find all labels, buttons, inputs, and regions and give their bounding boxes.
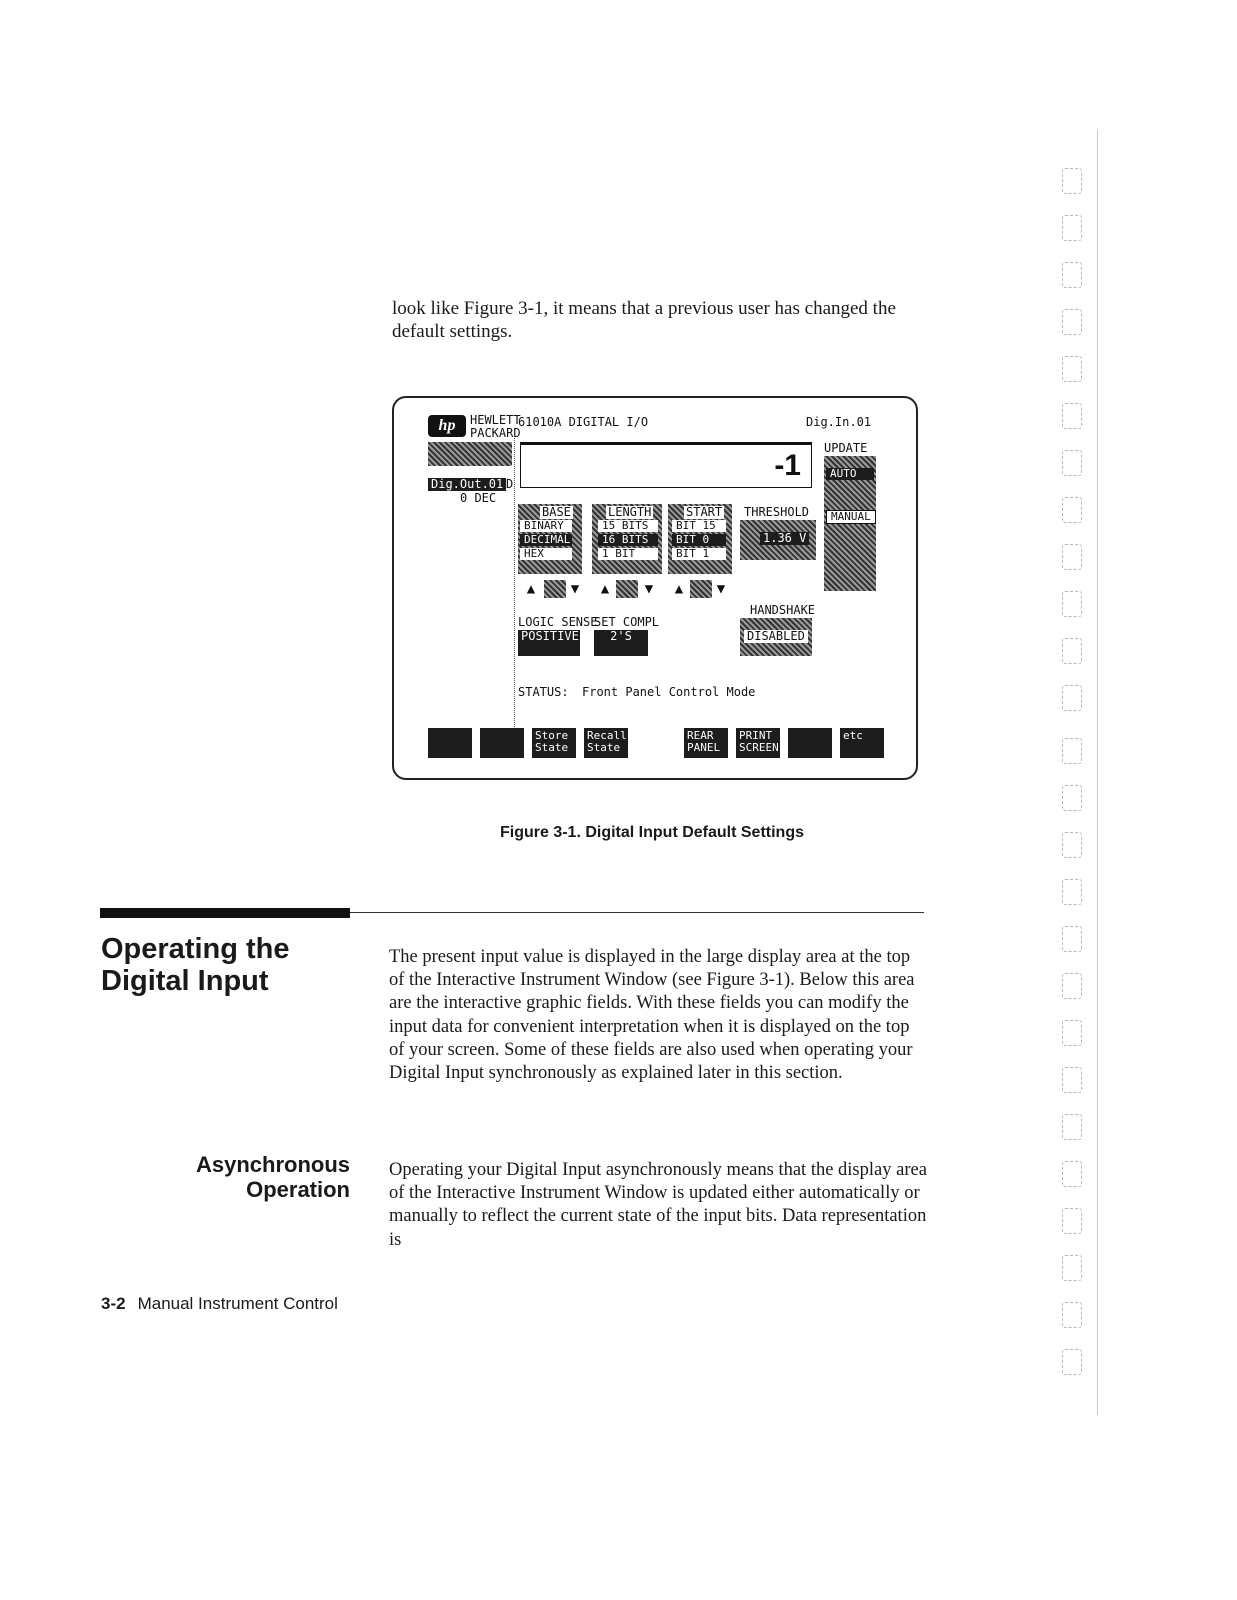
- softkey-line-2: State: [587, 741, 621, 754]
- set-compl-title: SET COMPL: [594, 615, 660, 629]
- length-option-16bits[interactable]: 16 BITS: [598, 534, 658, 546]
- length-down-arrow-icon[interactable]: ▼: [644, 581, 654, 597]
- update-title: UPDATE: [824, 441, 868, 455]
- softkey-line-2: State: [535, 741, 569, 754]
- softkey-7[interactable]: [788, 728, 832, 758]
- binding-hole: [1062, 832, 1082, 858]
- binding-hole: [1062, 1067, 1082, 1093]
- subsection-paragraph: Operating your Digital Input asynchronously means that the display area of the Interactive Instrument Window is updated either automatically or manually to reflect the current state of the input bits. Data representation is: [389, 1160, 927, 1250]
- section-rule-thin: [350, 912, 924, 913]
- display-value: -1: [774, 449, 801, 482]
- softkey-line-1: REAR: [687, 729, 714, 742]
- softkey-line-1: Store: [535, 729, 569, 742]
- update-option-auto[interactable]: AUTO: [826, 468, 874, 480]
- base-title: BASE: [542, 505, 571, 519]
- binding-hole: [1062, 356, 1082, 382]
- instrument-id: Dig.In.01: [806, 415, 872, 429]
- softkey-line-2: SCREEN: [739, 741, 779, 754]
- start-down-arrow-icon[interactable]: ▼: [716, 581, 726, 597]
- softkey-line-1: Recall: [587, 729, 627, 742]
- instrument-title: 61010A DIGITAL I/O: [518, 415, 649, 429]
- etc-softkey[interactable]: [840, 728, 884, 758]
- softkey-2[interactable]: [480, 728, 524, 758]
- binding-hole: [1062, 1208, 1082, 1234]
- section-rule-thick: [100, 908, 350, 918]
- binding-hole: [1062, 685, 1082, 711]
- binding-hole: [1062, 262, 1082, 288]
- base-down-arrow-icon[interactable]: ▼: [570, 581, 580, 597]
- binding-hole: [1062, 1349, 1082, 1375]
- update-option-manual[interactable]: MANUAL: [826, 510, 876, 524]
- binding-hole: [1062, 403, 1082, 429]
- arrow-separator: [616, 580, 638, 598]
- binding-hole: [1062, 879, 1082, 905]
- left-tag: Dig.Out.01: [428, 478, 506, 491]
- handshake-value[interactable]: DISABLED: [744, 630, 808, 643]
- intro-text: look like Figure 3-1, it means that a previous user has changed the default settings.: [392, 298, 896, 342]
- binding-hole: [1062, 1161, 1082, 1187]
- instrument-window-figure: [392, 396, 918, 780]
- recall-state-softkey[interactable]: [584, 728, 628, 758]
- hp-logo: hp: [428, 415, 466, 437]
- divider: [514, 438, 516, 753]
- binding-hole: [1062, 638, 1082, 664]
- binding-edge: [1097, 130, 1098, 1415]
- base-option-decimal[interactable]: DECIMAL: [520, 534, 572, 546]
- brand-line-2: PACKARD: [470, 426, 521, 440]
- binding-hole: [1062, 973, 1082, 999]
- status-text: Front Panel Control Mode: [582, 685, 756, 699]
- section-paragraph: The present input value is displayed in the large display area at the top of the Interactive Instrument Window (see Figure 3-1). Below this area are the interactive graphic fields. With these fields you can modify the input data for convenient interpretation when it is displayed on the top of your screen. Some of these fields are also used when operating your Digital Input synchronously as explained later in this section.: [389, 947, 915, 1084]
- length-up-arrow-icon[interactable]: ▲: [600, 581, 610, 597]
- brand-line-1: HEWLETT: [470, 413, 521, 427]
- softkey-line-1: PRINT: [739, 729, 773, 742]
- print-screen-softkey[interactable]: [736, 728, 780, 758]
- length-option-1bit[interactable]: 1 BIT: [598, 548, 658, 560]
- start-option-bit1[interactable]: BIT 1: [672, 548, 726, 560]
- softkey-line-1: etc: [843, 729, 863, 742]
- store-state-softkey[interactable]: [532, 728, 576, 758]
- page-number: 3-2: [101, 1294, 126, 1313]
- set-compl-value[interactable]: 2'S: [594, 630, 648, 656]
- softkey-1[interactable]: [428, 728, 472, 758]
- binding-hole: [1062, 1302, 1082, 1328]
- binding-hole: [1062, 168, 1082, 194]
- d-label: D: [506, 477, 514, 491]
- binding-hole: [1062, 591, 1082, 617]
- start-option-bit0[interactable]: BIT 0: [672, 534, 726, 546]
- binding-hole: [1062, 1255, 1082, 1281]
- start-title: START: [686, 505, 723, 519]
- footer-title: Manual Instrument Control: [137, 1294, 338, 1313]
- status-label: STATUS:: [518, 685, 569, 699]
- binding-hole: [1062, 450, 1082, 476]
- left-panel-block: [428, 442, 512, 466]
- length-title: LENGTH: [608, 505, 652, 519]
- base-up-arrow-icon[interactable]: ▲: [526, 581, 536, 597]
- start-up-arrow-icon[interactable]: ▲: [674, 581, 684, 597]
- figure-caption: Figure 3-1. Digital Input Default Settings: [499, 824, 804, 841]
- binding-hole: [1062, 926, 1082, 952]
- logic-sense-value[interactable]: POSITIVE: [518, 630, 580, 656]
- handshake-title: HANDSHAKE: [750, 603, 816, 617]
- subsection-heading: Asynchronous Operation: [195, 1152, 350, 1202]
- rear-panel-softkey[interactable]: [684, 728, 728, 758]
- base-option-hex[interactable]: HEX: [520, 548, 572, 560]
- binding-hole: [1062, 497, 1082, 523]
- binding-hole: [1062, 544, 1082, 570]
- binding-hole: [1062, 1114, 1082, 1140]
- threshold-title: THRESHOLD: [744, 505, 810, 519]
- binding-hole: [1062, 215, 1082, 241]
- binding-hole: [1062, 1020, 1082, 1046]
- base-option-binary[interactable]: BINARY: [520, 520, 572, 532]
- arrow-separator: [544, 580, 566, 598]
- start-option-bit15[interactable]: BIT 15: [672, 520, 726, 532]
- page-footer: [101, 1294, 338, 1314]
- section-heading: Operating the Digital Input: [101, 933, 290, 997]
- arrow-separator: [690, 580, 712, 598]
- left-value: 0 DEC: [460, 491, 497, 505]
- display-area: [520, 442, 812, 488]
- binding-hole: [1062, 738, 1082, 764]
- threshold-value[interactable]: 1.36 V: [760, 532, 809, 545]
- softkey-line-2: PANEL: [687, 741, 721, 754]
- length-option-15bits[interactable]: 15 BITS: [598, 520, 658, 532]
- binding-hole: [1062, 309, 1082, 335]
- binding-hole: [1062, 785, 1082, 811]
- logic-sense-title: LOGIC SENSE: [518, 615, 598, 629]
